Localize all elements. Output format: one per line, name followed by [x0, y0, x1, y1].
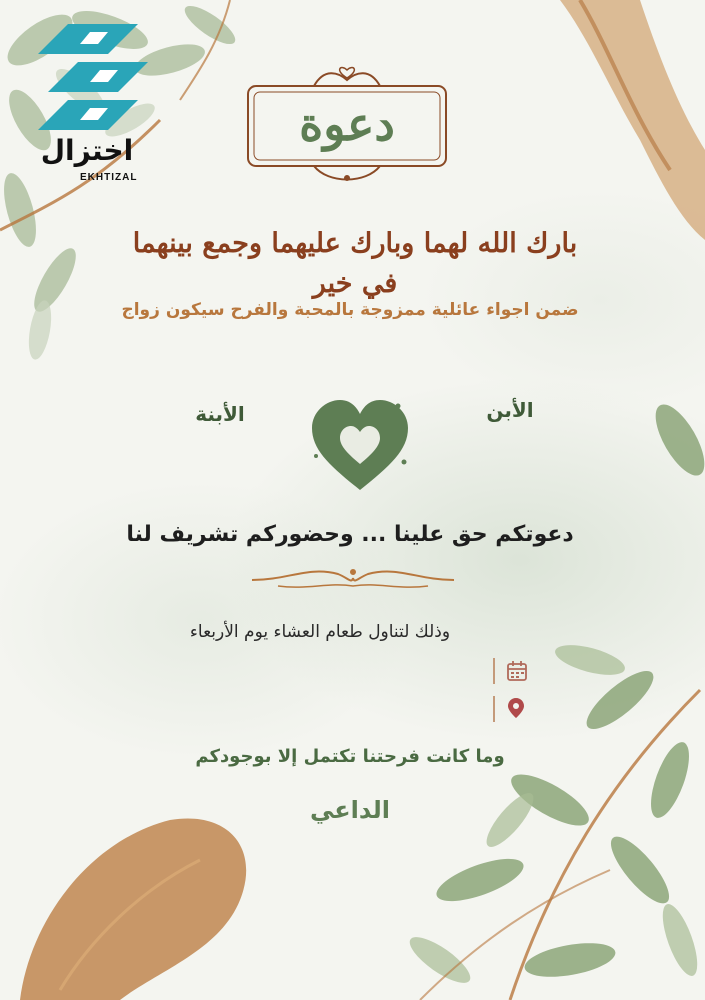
date-row-divider: [493, 658, 495, 684]
leaves-bottom-right-decoration: [380, 400, 705, 1000]
logo-mark-icon: [28, 14, 158, 134]
closing-line: وما كانت فرحتنا تكتمل إلا بوجودكم: [195, 746, 505, 767]
calendar-icon: [506, 660, 528, 682]
event-subtitle: ضمن اجواء عائلية ممزوجة بالمحبة والفرح سيكون زواج: [121, 300, 579, 320]
blessing-calligraphy: بارك الله لهما وبارك عليهما وجمع بينهما في خير: [132, 228, 578, 299]
location-pin-icon: [507, 697, 525, 719]
gold-brush-top-right-decoration: [520, 0, 705, 260]
dinner-line: وذلك لتناول طعام العشاء يوم الأربعاء: [189, 622, 451, 642]
logo-latin-text: EKHTIZAL: [80, 172, 138, 183]
logo-arabic-text: اختزال: [40, 134, 134, 167]
location-row-divider: [493, 696, 495, 722]
invitation-title: دعوة: [299, 97, 395, 151]
gold-brush-bottom-left-decoration: [0, 800, 280, 1000]
host-label: الداعي: [309, 796, 390, 824]
heart-icon: [310, 398, 410, 494]
ornamental-divider: [248, 560, 458, 596]
brand-logo: [22, 14, 162, 184]
groom-label: الأبن: [486, 398, 534, 422]
invite-line: دعوتكم حق علينا ... وحضوركم تشريف لنا: [126, 522, 574, 547]
bride-label: الأبنة: [195, 402, 245, 426]
title-emblem: [244, 62, 450, 186]
